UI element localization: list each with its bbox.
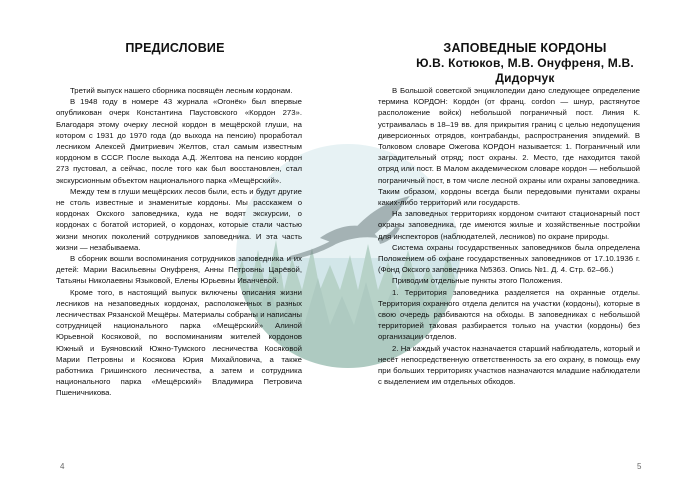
paragraph: 2. На каждый участок назначается старший наблюдатель, который и несёт непосредственную ответственность за его охрану, в помощь ему при больших территориях участков назначаются младшие наблюдатели с выделением им отдельных обходов. [378, 343, 640, 387]
paragraph: На заповедных территориях кордоном считают стационарный пост охраны заповедника, где имеются жилые и хозяйственные постройки для инспекторов (наблюдателей, лесников) по охране природы. [378, 209, 640, 241]
paragraph: Третий выпуск нашего сборника посвящён лесным кордонам. [70, 86, 293, 95]
paragraph: Приводим отдельные пункты этого Положения. [392, 276, 563, 286]
paragraph: В сборник вошли воспоминания сотрудников заповедника и их детей: Марии Васильевны Онуфреня, Анны Петровны Царёвой, Татьяны Николаевны Языковой, Елены Юрьевны Иванчевой. [56, 254, 302, 286]
chapter-text [378, 85, 640, 387]
page-number: 5 [637, 462, 642, 471]
page-number: 4 [60, 462, 65, 471]
paragraph: Кроме того, в настоящий выпуск включены описания жизни лесников на незаповедных кордонах, расположенных в разных лесничествах Рязанской Мещёры. Материалы собраны и написаны сотрудницей национального парка «Мещёрский» Алиной Юрьевной Косяковой, по воспоминаниям жителей кордонов Южный и Буяновский Южно-Тумского лесничества Косяковой Марии Петровны и Косякова Юрия Михайловича, а также работника Гришинского лесничества, а затем и сотрудника национального парка «Мещёрский» Владимира Петровича Пшеничникова. [56, 287, 302, 398]
preface-text [56, 85, 302, 399]
page-title: ПРЕДИСЛОВИЕ [125, 41, 225, 55]
paragraph: 1. Территория заповедника разделяется на охранные отделы. Территория охранного отдела делится на участки (кордоны), которые в свою очередь разбиваются на обходы. В заповедниках с небольшой территорией таковая разбирается только на участки (кордоны) без организации отделов. [378, 287, 640, 342]
chapter-title [390, 41, 660, 86]
paragraph: В Большой советской энциклопедии дано следующее определение термина КОРДОН: Кордо́н (от франц. cordon — шнур, растянутое расположение войск) небольшой пограничный пост. Линия К. устраивалась в 18–19 вв. для прикрытия границ с целью недопущения диверсионных отрядов, контрабанды, распространения эпидемий. В Толковом словаре Ожегова КОРДОН называется: 1. Пограничный или заградительный отряд; пост охраны. 2. Место, где находится такой отряд или пост. В Малом академическом словаре кордон — небольшой пограничный пост, в том числе лесной охраны или охраны заповедника. Таким образом, кордоны всегда были передовыми пунктами охраны каких-либо территорий или государств. [378, 86, 640, 208]
right-page [350, 0, 700, 495]
chapter-authors: Ю.В. Котюков, М.В. Онуфреня, М.В. Дидорчук [416, 56, 634, 85]
paragraph: В 1948 году в номере 43 журнала «Огонёк» был впервые опубликован очерк Константина Паустовского «Кордон 273». Благодаря этому очерку лесной кордон в мещёрской глуши, на котором с 1931 до 1970 года (до выхода на пенсию) проработал лесником Алексей Дмитриевич Желтов, стал самым известным кордоном в СССР. После выхода А.Д. Желтова на пенсию кордон 273 пустовал, а сейчас, после того как был восстановлен, стал экскурсионным объектом национального парка «Мещёрский». [56, 97, 302, 185]
paragraph: Система охраны государственных заповедников была определена Положением об охране государственных заповедников от 17.10.1936 г. (Фонд Окского заповедника №5363. Опись №1. Д. 4. Стр. 62–66.) [378, 242, 640, 275]
chapter-heading: ЗАПОВЕДНЫЕ КОРДОНЫ [443, 41, 607, 55]
paragraph: Между тем в глуши мещёрских лесов были, есть и будут другие не столь известные и знаменитые кордоны. Мы расскажем о кордонах Окского заповедника, куда не водят экскурсии, о кордонах с богатой историей, о кордонах, которые стали частью жизни многих поколений сотрудников заповедника. И эта часть жизни — незабываема. [56, 186, 302, 252]
